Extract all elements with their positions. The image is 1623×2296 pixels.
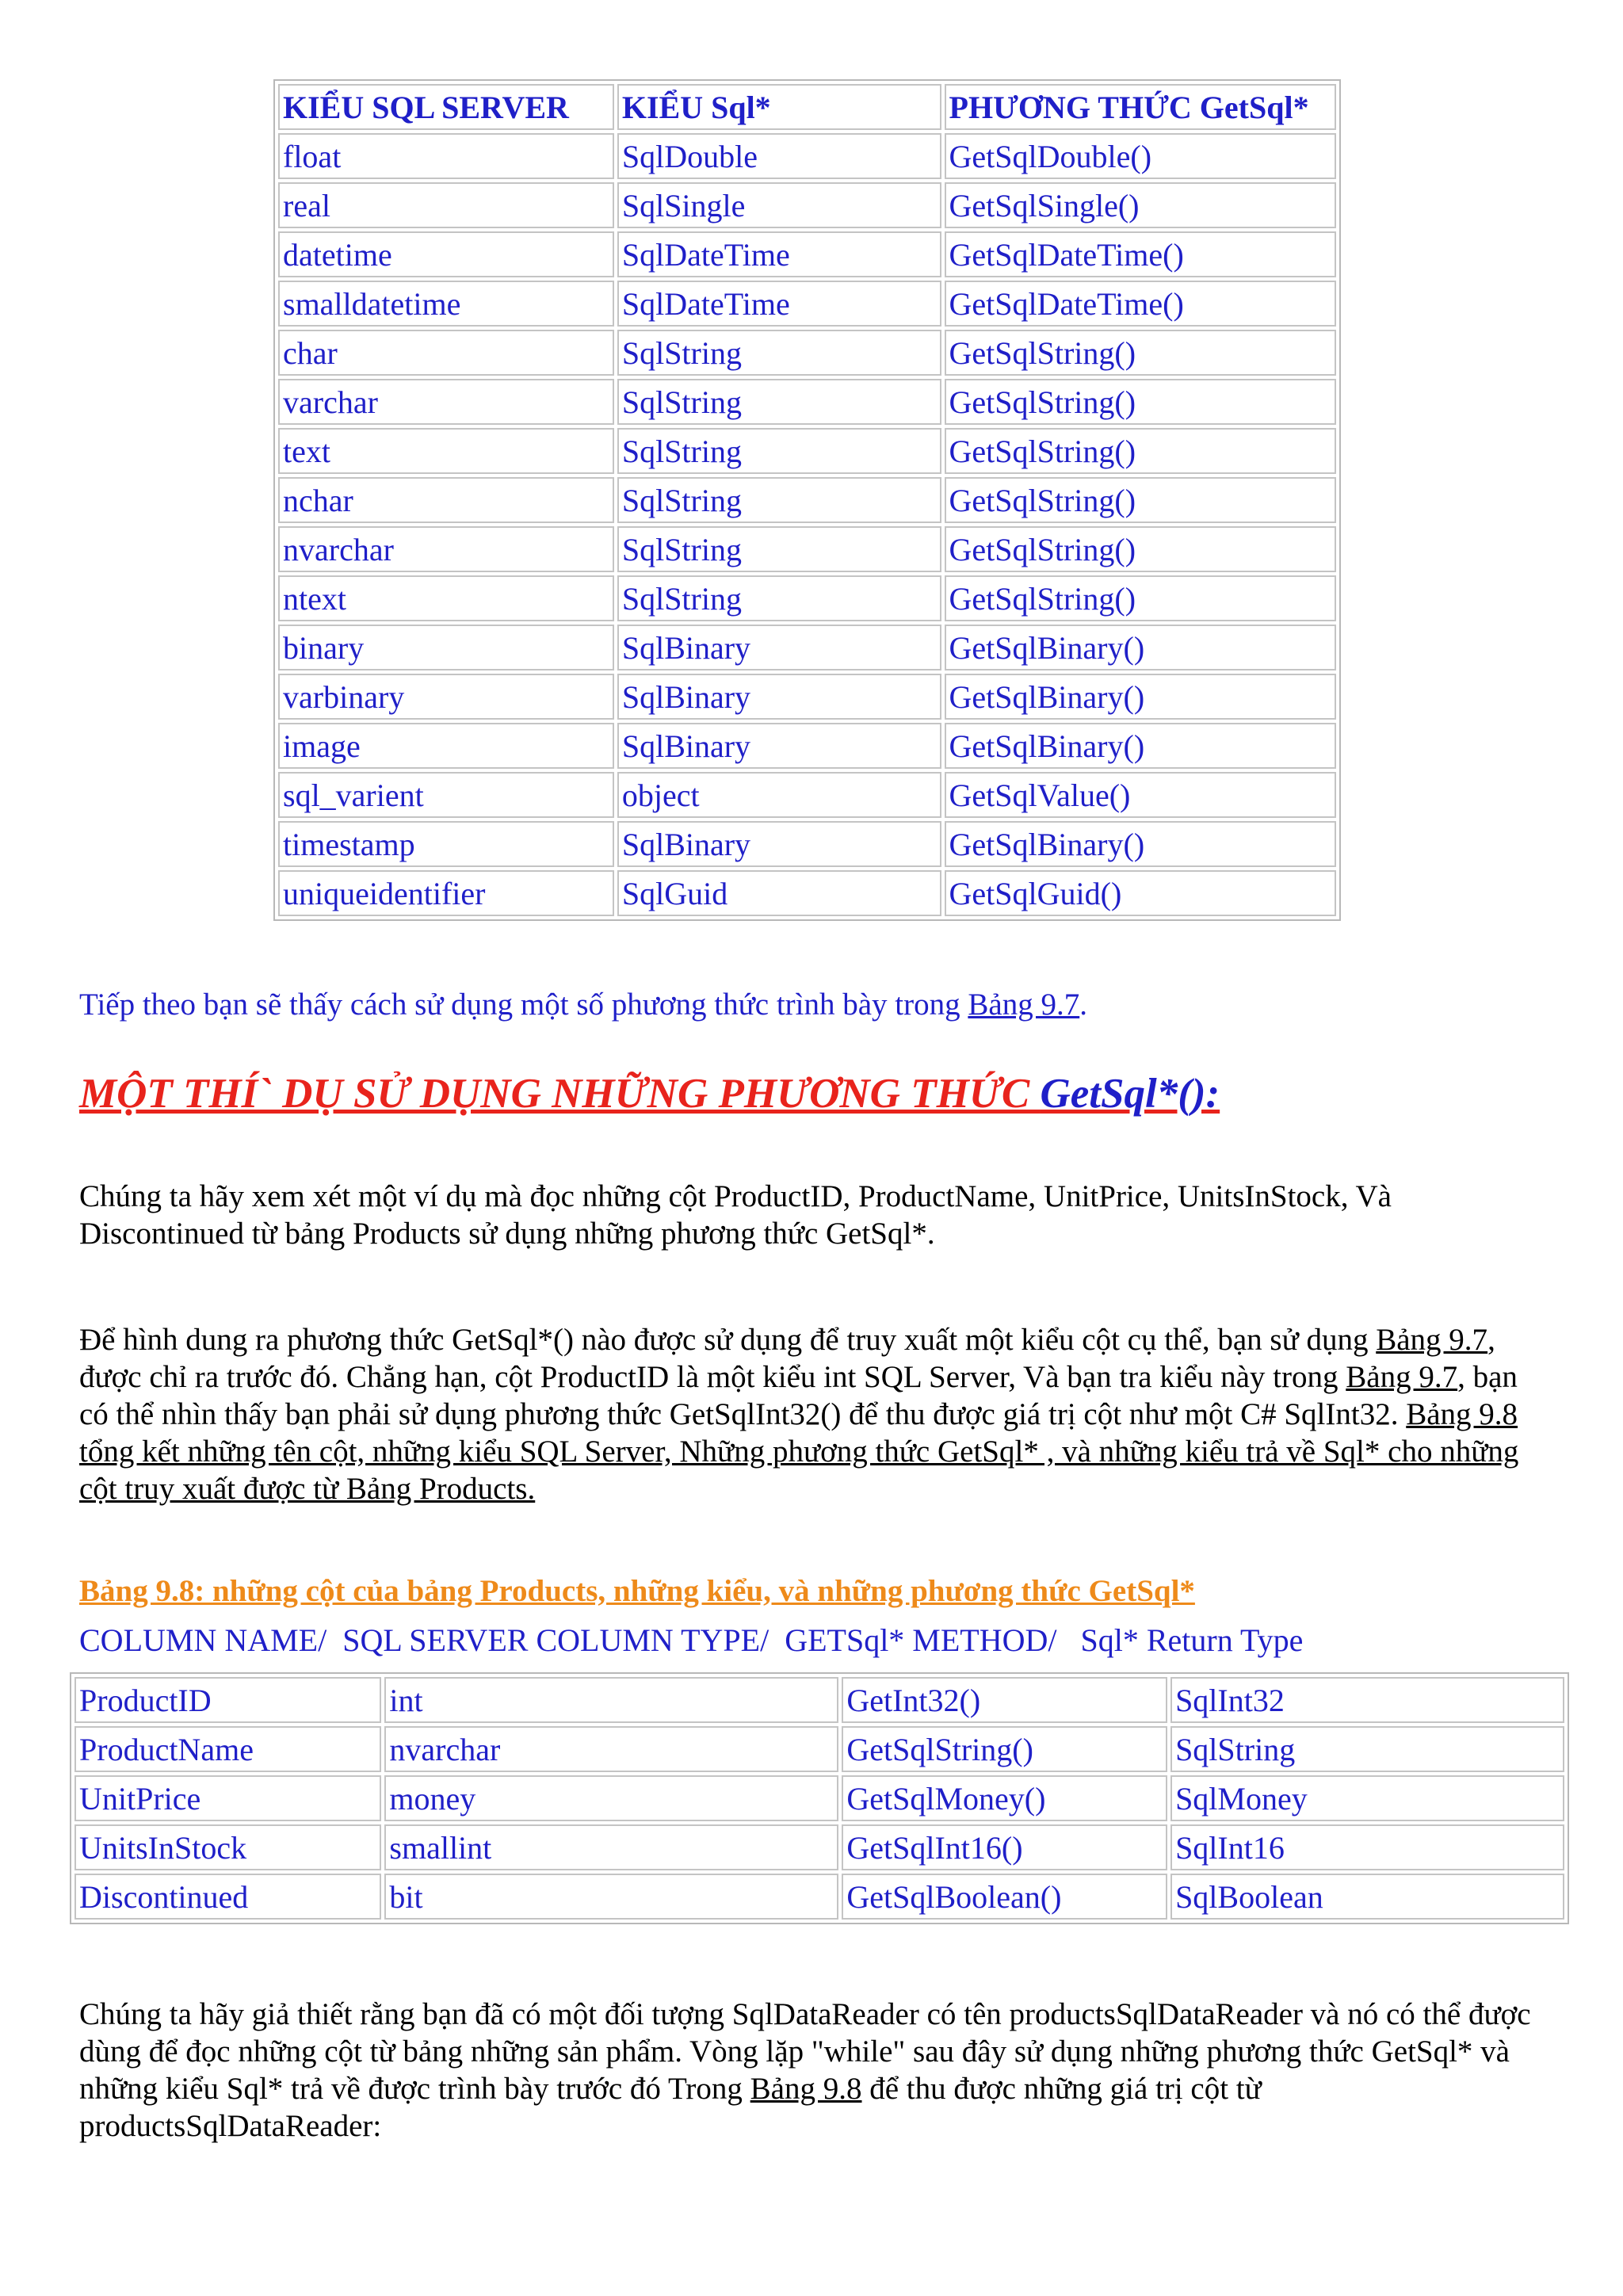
table-cell: SqlDateTime — [617, 231, 941, 277]
table-cell: SqlBoolean — [1170, 1874, 1564, 1920]
column-header: KIỂU SQL SERVER — [278, 84, 614, 130]
table-cell: SqlInt16 — [1170, 1824, 1564, 1870]
table-row — [278, 674, 1336, 720]
table-cell: SqlMoney — [1170, 1775, 1564, 1821]
table-cell: real — [278, 182, 614, 228]
heading-red-text: MỘT THÍ` DỤ SỬ DỤNG NHỮNG PHƯƠNG THỨC — [79, 1071, 1041, 1117]
table-cell: money — [384, 1775, 838, 1821]
table-cell: GetSqlGuid() — [945, 870, 1336, 916]
table-cell: SqlString — [617, 379, 941, 425]
table-cell: GetSqlBinary() — [945, 723, 1336, 769]
table-cell: text — [278, 428, 614, 474]
table-cell: varbinary — [278, 674, 614, 720]
paragraph-1: Chúng ta hãy xem xét một ví dụ mà đọc những cột ProductID, ProductName, UnitPrice, UnitsInStock, Và Discontinued từ bảng Products sử dụng những phương thức GetSql*. — [79, 1179, 1392, 1251]
table-cell: GetSqlString() — [945, 477, 1336, 523]
table-cell: UnitsInStock — [74, 1824, 381, 1870]
paragraph-2 — [79, 1321, 1545, 1507]
table-cell: SqlString — [617, 428, 941, 474]
table-cell: GetSqlSingle() — [945, 182, 1336, 228]
table-cell: GetSqlBinary() — [945, 821, 1336, 867]
table-cell: uniqueidentifier — [278, 870, 614, 916]
table-cell: GetSqlString() — [945, 428, 1336, 474]
table-9-7-link[interactable]: Bảng 9.7 — [1376, 1323, 1488, 1357]
table-cell: GetSqlDateTime() — [945, 231, 1336, 277]
paragraph-2-part2: , được chỉ ra trước đó. Chẳng hạn, cột ProductID là một kiểu int SQL Server, Và bạn tra kiểu này trong — [79, 1323, 1495, 1394]
table-row — [74, 1874, 1564, 1920]
table-cell: ntext — [278, 575, 614, 621]
table-row — [278, 379, 1336, 425]
column-header: PHƯƠNG THỨC GetSql* — [945, 84, 1336, 130]
table-cell: timestamp — [278, 821, 614, 867]
table-cell: SqlDouble — [617, 133, 941, 179]
table-9-8-summary-link[interactable]: Bảng 9.8 tổng kết những tên cột, những kiểu SQL Server, Những phương thức GetSql* , và những kiểu trả về Sql* cho những cột truy xuất được từ Bảng Products. — [79, 1397, 1519, 1506]
table-cell: GetSqlBoolean() — [842, 1874, 1167, 1920]
table-cell: GetSqlDateTime() — [945, 281, 1336, 327]
table-cell: SqlDateTime — [617, 281, 941, 327]
table-cell: GetInt32() — [842, 1677, 1167, 1723]
products-columns-table — [70, 1672, 1569, 1924]
heading-method-link[interactable]: GetSql*(): — [1040, 1071, 1220, 1117]
table-9-8-column-names: COLUMN NAME/ SQL SERVER COLUMN TYPE/ GETSql* METHOD/ Sql* Return Type — [79, 1622, 1304, 1658]
table-row — [278, 182, 1336, 228]
table-row — [278, 821, 1336, 867]
table-9-8-caption[interactable]: Bảng 9.8: những cột của bảng Products, những kiểu, và những phương thức GetSql* — [79, 1574, 1195, 1608]
table-cell: GetSqlValue() — [945, 772, 1336, 818]
table-row — [278, 526, 1336, 572]
table-row — [278, 428, 1336, 474]
table-cell: char — [278, 330, 614, 376]
table-row — [278, 625, 1336, 670]
table-cell: GetSqlString() — [945, 379, 1336, 425]
table-cell: nvarchar — [278, 526, 614, 572]
table-cell: smallint — [384, 1824, 838, 1870]
paragraph-3-part2: để thu được những giá trị cột từ productsSqlDataReader: — [79, 2072, 1262, 2143]
intro-end: . — [1079, 988, 1087, 1022]
table-cell: SqlString — [617, 477, 941, 523]
section-heading — [79, 1070, 1220, 1117]
intro-paragraph — [79, 986, 1545, 1023]
table-row — [278, 231, 1336, 277]
sql-type-mapping-table — [273, 79, 1341, 921]
table-cell: GetSqlString() — [842, 1726, 1167, 1772]
paragraph-3 — [79, 1996, 1545, 2145]
table-cell: GetSqlBinary() — [945, 674, 1336, 720]
table-cell: GetSqlDouble() — [945, 133, 1336, 179]
table-cell: SqlGuid — [617, 870, 941, 916]
table-cell: bit — [384, 1874, 838, 1920]
table-cell: binary — [278, 625, 614, 670]
paragraph-2-part1: Để hình dung ra phương thức GetSql*() nào được sử dụng để truy xuất một kiểu cột cụ thể, bạn sử dụng — [79, 1323, 1377, 1357]
table-cell: ProductName — [74, 1726, 381, 1772]
table-cell: varchar — [278, 379, 614, 425]
table-9-7-link[interactable]: Bảng 9.7 — [968, 988, 1080, 1022]
table-row — [278, 772, 1336, 818]
table-row — [278, 870, 1336, 916]
column-header: KIỂU Sql* — [617, 84, 941, 130]
table-9-8-link[interactable]: Bảng 9.8 — [750, 2072, 862, 2106]
table-cell: GetSqlMoney() — [842, 1775, 1167, 1821]
table-cell: nchar — [278, 477, 614, 523]
table-cell: SqlBinary — [617, 821, 941, 867]
paragraph-3-part1: Chúng ta hãy giả thiết rằng bạn đã có một đối tượng SqlDataReader có tên productsSqlDataReader và nó có thể được dùng để đọc những cột từ bảng những sản phẩm. Vòng lặp "while" sau đây sử dụng những phương thức GetSql* và những kiểu Sql* trả về được trình bày trước đó Trong — [79, 1997, 1531, 2106]
table-row — [278, 723, 1336, 769]
table-row — [74, 1824, 1564, 1870]
table-cell: SqlSingle — [617, 182, 941, 228]
table-cell: SqlString — [617, 575, 941, 621]
table-cell: GetSqlString() — [945, 526, 1336, 572]
table-cell: SqlBinary — [617, 723, 941, 769]
table-cell: smalldatetime — [278, 281, 614, 327]
table-cell: datetime — [278, 231, 614, 277]
table-row — [74, 1677, 1564, 1723]
table-cell: Discontinued — [74, 1874, 381, 1920]
table-cell: SqlString — [617, 526, 941, 572]
table-row — [278, 133, 1336, 179]
table-row — [278, 477, 1336, 523]
table-cell: SqlString — [617, 330, 941, 376]
table-row — [278, 575, 1336, 621]
table-9-7-link[interactable]: Bảng 9.7 — [1346, 1360, 1458, 1394]
table-row — [278, 330, 1336, 376]
table-cell: object — [617, 772, 941, 818]
table-cell: UnitPrice — [74, 1775, 381, 1821]
table-cell: GetSqlBinary() — [945, 625, 1336, 670]
paragraph-2-part3: , bạn có thể nhìn thấy bạn phải sử dụng phương thức GetSqlInt32() để thu được giá trị cột như một C# SqlInt32. — [79, 1360, 1518, 1431]
table-cell: float — [278, 133, 614, 179]
table-cell: SqlBinary — [617, 625, 941, 670]
table-cell: SqlString — [1170, 1726, 1564, 1772]
table-cell: GetSqlString() — [945, 330, 1336, 376]
table-cell: image — [278, 723, 614, 769]
table-cell: ProductID — [74, 1677, 381, 1723]
table-header-row — [278, 84, 1336, 130]
table-row — [74, 1775, 1564, 1821]
table-cell: sql_varient — [278, 772, 614, 818]
table-row — [74, 1726, 1564, 1772]
table-cell: int — [384, 1677, 838, 1723]
table-cell: GetSqlInt16() — [842, 1824, 1167, 1870]
table-cell: GetSqlString() — [945, 575, 1336, 621]
table-cell: nvarchar — [384, 1726, 838, 1772]
table-cell: SqlInt32 — [1170, 1677, 1564, 1723]
table-cell: SqlBinary — [617, 674, 941, 720]
intro-text: Tiếp theo bạn sẽ thấy cách sử dụng một số phương thức trình bày trong — [79, 988, 968, 1022]
table-row — [278, 281, 1336, 327]
